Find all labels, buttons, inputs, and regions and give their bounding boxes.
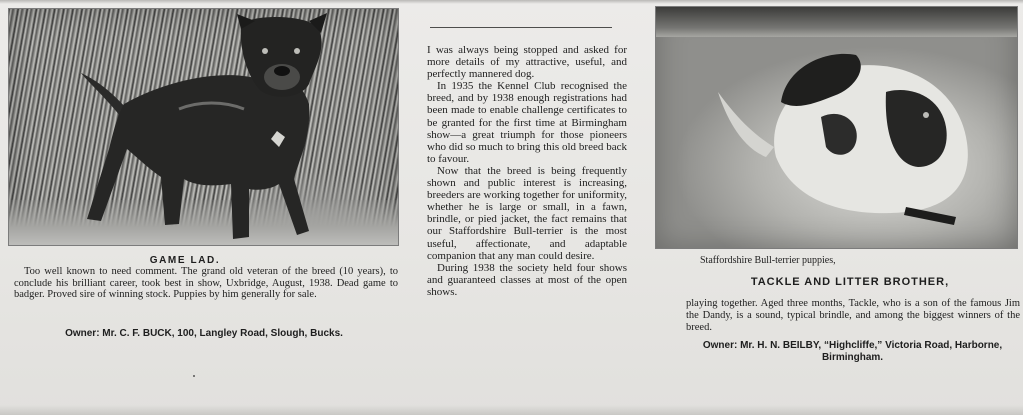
- article-paragraph: During 1938 the society held four shows and guaranteed classes at most of the open shows.: [427, 261, 627, 298]
- article-paragraph: Now that the breed is being frequently shown and public interest is increasing, breeders are working together for uniformity, whether he is large or small, in a fawn, brindle, or pied jacket, the fact remains that our Staffordshire Bull-terrier is the most useful, affectionate, and adaptable companion that any man could desire.: [427, 164, 627, 262]
- puppies-silhouette: [656, 7, 1017, 248]
- tackle-puppies-photo: [655, 6, 1018, 249]
- bottom-edge-shadow: [0, 405, 1023, 415]
- paper-speck: [193, 375, 195, 377]
- top-edge-shadow: [0, 0, 1023, 4]
- left-owner: Owner: Mr. C. F. BUCK, 100, Langley Road, Slough, Bucks.: [65, 328, 343, 339]
- article-paragraph: In 1935 the Kennel Club recognised the breed, and by 1938 enough registrations had been made to enable challenge certificates to be granted for the first time at Birmingham show—a great triumph for those pioneers who did so much to bring this old breed back to favour.: [427, 80, 627, 165]
- middle-article: [427, 44, 627, 298]
- left-caption: GAME LAD.: [149, 255, 221, 266]
- right-caption: TACKLE AND LITTER BROTHER,: [750, 276, 950, 288]
- middle-rule: [430, 27, 612, 28]
- right-owner: Owner: Mr. H. N. BEILBY, “Highcliffe,” Victoria Road, Harborne, Birmingham.: [702, 340, 1003, 363]
- left-description: Too well known to need comment. The grand old veteran of the breed (10 years), to conclude his brilliant career, took best in show, Uxbridge, August, 1938. Dead game to badger. Proved sire of winning stock. Puppies by him generally for sale.: [14, 266, 398, 301]
- right-subtitle: Staffordshire Bull-terrier puppies,: [700, 255, 836, 266]
- right-description: playing together. Aged three months, Tackle, who is a son of the famous Jim the Dandy, is a sound, typical brindle, and among the biggest winners of the breed.: [686, 298, 1020, 333]
- game-lad-photo: [8, 8, 399, 246]
- dog-silhouette: [9, 9, 398, 245]
- article-paragraph: I was always being stopped and asked for more details of my attractive, useful, and perfectly mannered dog.: [427, 44, 627, 81]
